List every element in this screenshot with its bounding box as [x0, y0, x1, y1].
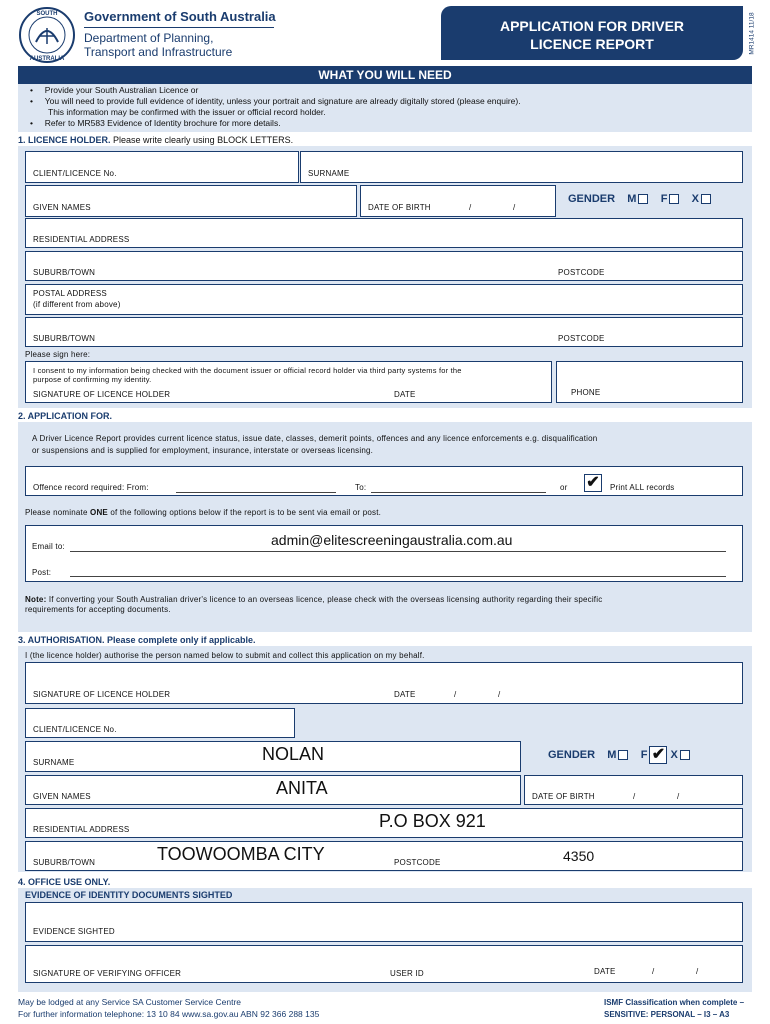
from-date-line[interactable]	[176, 492, 336, 493]
evidence-title: EVIDENCE OF IDENTITY DOCUMENTS SIGHTED	[25, 890, 233, 900]
government-name: Government of South Australia	[84, 9, 276, 24]
report-description-1: A Driver Licence Report provides current licence status, issue date, classes, demerit points, offences and any licence enforcements e.g. disqualification	[32, 434, 598, 443]
gender-f-label: F	[660, 193, 668, 205]
need-panel	[18, 84, 752, 132]
authorisation-statement: I (the licence holder) authorise the person named below to submit and collect this application on my behalf.	[25, 651, 425, 660]
gender-m-label: M	[627, 193, 637, 205]
delivery-options: Email to: admin@elitescreeningaustralia.com.au Post:	[25, 525, 743, 582]
auth-given-names-value: ANITA	[276, 778, 328, 798]
department-line-2: Transport and Infrastructure	[84, 45, 233, 59]
phone-field[interactable]: PHONE	[556, 361, 743, 403]
auth-surname-field[interactable]: SURNAME NOLAN	[25, 741, 521, 772]
gender-m-checkbox[interactable]	[638, 194, 648, 204]
surname-field[interactable]: SURNAME	[300, 151, 743, 183]
residential-address-field[interactable]: RESIDENTIAL ADDRESS	[25, 218, 743, 248]
postal-suburb-field[interactable]: SUBURB/TOWN POSTCODE	[25, 317, 743, 347]
form-code: MR1414 11/18	[748, 12, 756, 55]
svg-text:SOUTH: SOUTH	[36, 11, 58, 17]
gender-f-checkbox[interactable]	[669, 194, 679, 204]
svg-text:AUSTRALIA: AUSTRALIA	[29, 56, 65, 62]
client-licence-field[interactable]: CLIENT/LICENCE No.	[25, 151, 299, 183]
form-title-line-2: LICENCE REPORT	[530, 36, 654, 52]
nominate-instruction: Please nominate ONE of the following options below if the report is to be sent via email or post.	[25, 508, 382, 517]
auth-gender-x-label: X	[670, 748, 678, 761]
need-item: • Refer to MR583 Evidence of Identity brochure for more details.	[30, 118, 281, 128]
auth-gender-f-label: F	[640, 748, 648, 761]
need-item: • You will need to provide full evidence of identity, unless your portrait and signature are already digitally stored (please enquire).	[30, 96, 521, 106]
to-date-line[interactable]	[371, 492, 546, 493]
auth-suburb-town-value: TOOWOOMBA CITY	[157, 844, 325, 864]
signature-field[interactable]: I consent to my information being checked with the document issuer or official record holder via third party systems for the purpose of confirming my identity. SIGNATURE OF LICENCE HOLDER DATE	[25, 361, 552, 403]
auth-gender-label: GENDER	[548, 748, 596, 761]
date-of-birth-field[interactable]: DATE OF BIRTH / /	[360, 185, 556, 217]
need-item: • Provide your South Australian Licence or	[30, 85, 199, 95]
auth-surname-value: NOLAN	[262, 744, 325, 764]
header-rule	[84, 27, 274, 28]
section-3-title: 3. AUTHORISATION. Please complete only if applicable.	[18, 635, 256, 645]
auth-client-licence-field[interactable]: CLIENT/LICENCE No.	[25, 708, 295, 738]
auth-residential-address-field[interactable]: RESIDENTIAL ADDRESS P.O BOX 921	[25, 808, 743, 838]
auth-residential-address-value: P.O BOX 921	[379, 811, 486, 831]
print-all-checkbox[interactable]: ✔	[584, 474, 602, 492]
classification-line-2: SENSITIVE: PERSONAL – I3 – A3	[604, 1010, 730, 1019]
email-input[interactable]	[70, 551, 726, 552]
section-2-title: 2. APPLICATION FOR.	[18, 411, 113, 421]
email-value: admin@elitescreeningaustralia.com.au	[271, 532, 513, 548]
footer-lodge-info: May be lodged at any Service SA Customer Service Centre	[18, 997, 241, 1007]
given-names-field[interactable]: GIVEN NAMES	[25, 185, 357, 217]
auth-gender-x-checkbox[interactable]	[680, 750, 690, 760]
gender-x-label: X	[691, 193, 700, 205]
auth-suburb-town-field[interactable]: SUBURB/TOWN TOOWOOMBA CITY POSTCODE 4350	[25, 841, 743, 871]
gender-label: GENDER	[568, 193, 616, 205]
auth-given-names-field[interactable]: GIVEN NAMES ANITA	[25, 775, 521, 805]
auth-gender-m-checkbox[interactable]	[618, 750, 628, 760]
need-heading: WHAT YOU WILL NEED	[18, 66, 752, 84]
post-input[interactable]	[70, 576, 726, 577]
auth-postcode-value: 4350	[563, 848, 595, 864]
section-1-title: 1. LICENCE HOLDER. Please write clearly using BLOCK LETTERS.	[18, 135, 294, 145]
offence-record-field[interactable]: Offence record required: From: To: or ✔ Print ALL records	[25, 466, 743, 496]
auth-gender-m-label: M	[607, 748, 617, 761]
footer-contact-info: For further information telephone: 13 10 84 www.sa.gov.au ABN 92 366 288 135	[18, 1009, 320, 1019]
report-description-2: or suspensions and is supplied for employment, insurance, interstate or overseas licensing.	[32, 446, 374, 455]
need-item-continued: This information may be confirmed with the issuer or official record holder.	[48, 107, 326, 117]
sa-government-seal-icon	[18, 6, 76, 64]
classification-line-1: ISMF Classification when complete –	[604, 998, 745, 1007]
auth-gender-f-checkbox[interactable]: ✔	[649, 746, 667, 764]
auth-gender-group	[548, 746, 690, 764]
sign-here-label: Please sign here:	[25, 350, 91, 359]
verifying-officer-field[interactable]: SIGNATURE OF VERIFYING OFFICER USER ID DATE / /	[25, 945, 743, 983]
conversion-note-2: requirements for accepting documents.	[25, 605, 171, 614]
auth-date-of-birth-field[interactable]: DATE OF BIRTH / /	[524, 775, 743, 805]
form-title-line-1: APPLICATION FOR DRIVER	[499, 18, 685, 34]
suburb-town-field[interactable]: SUBURB/TOWN POSTCODE	[25, 251, 743, 281]
gender-group	[568, 193, 711, 205]
postal-address-field[interactable]: POSTAL ADDRESS (if different from above)	[25, 284, 743, 315]
section-4-title: 4. OFFICE USE ONLY.	[18, 877, 111, 887]
gender-x-checkbox[interactable]	[701, 194, 711, 204]
conversion-note-1: Note: If converting your South Australian driver's licence to an overseas licence, please check with the overseas licensing authority regarding their specific	[25, 595, 603, 604]
auth-signature-field[interactable]: SIGNATURE OF LICENCE HOLDER DATE / /	[25, 662, 743, 704]
form-title	[441, 6, 743, 60]
evidence-sighted-field[interactable]: EVIDENCE SIGHTED	[25, 902, 743, 942]
department-line-1: Department of Planning,	[84, 31, 214, 45]
